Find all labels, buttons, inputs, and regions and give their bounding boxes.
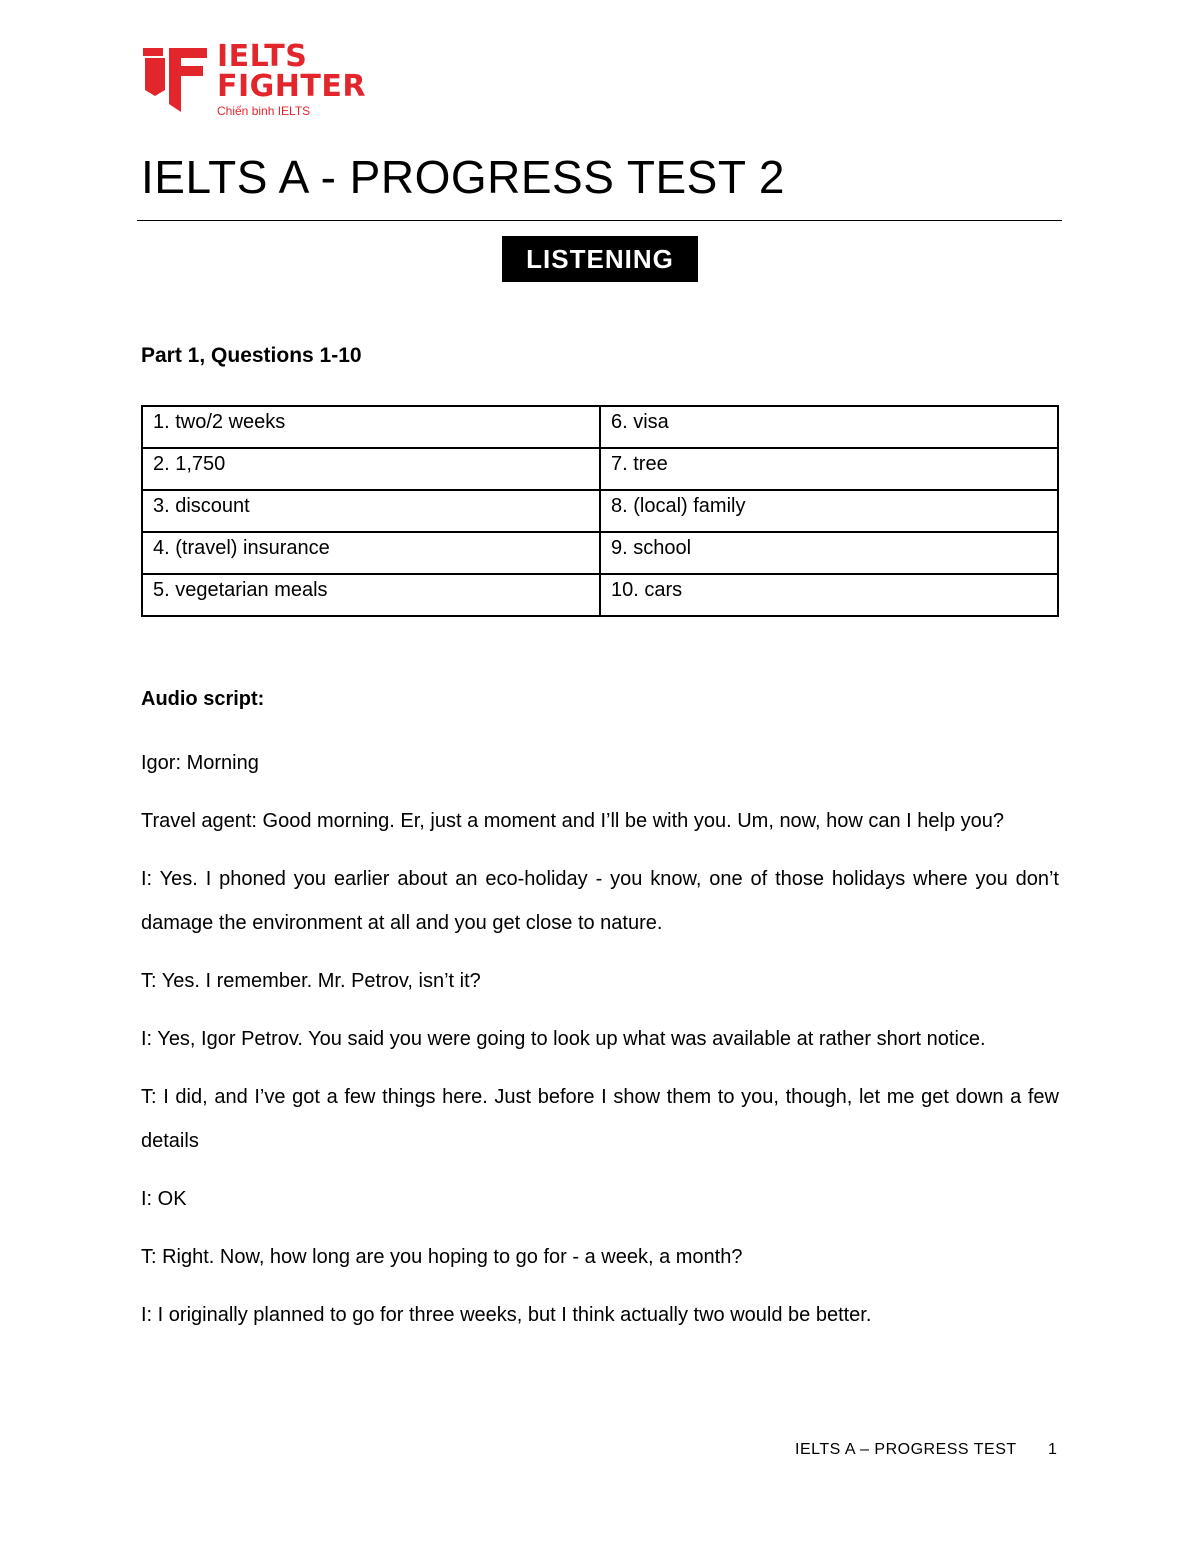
logo-wordmark-fighter: FIGHTER [217, 69, 366, 104]
audio-script [141, 741, 1059, 1351]
script-line: Travel agent: Good morning. Er, just a moment and I’ll be with you. Um, now, how can I help you? [141, 810, 1005, 832]
answer-cell: 8. (local) family [600, 490, 1058, 532]
section-badge: LISTENING [502, 236, 698, 282]
answer-table [141, 405, 1059, 617]
script-line: Igor: Morning [141, 752, 259, 774]
answer-cell: 5. vegetarian meals [142, 574, 600, 616]
answer-cell: 6. visa [600, 406, 1058, 448]
table-row [142, 574, 1058, 616]
script-line: I: I originally planned to go for three weeks, but I think actually two would be better. [141, 1304, 872, 1326]
script-line: I: Yes. I phoned you earlier about an eco-holiday - you know, one of those holidays where you don’t damage the environment at all and you get close to nature. [141, 868, 1059, 934]
audio-script-heading: Audio script: [141, 688, 265, 710]
table-row [142, 406, 1058, 448]
script-line: T: I did, and I’ve got a few things here. Just before I show them to you, though, let me get down a few details [141, 1086, 1059, 1152]
logo-wordmark-ielts: IELTS [217, 39, 308, 74]
part-heading: Part 1, Questions 1-10 [141, 344, 362, 367]
fighter-emblem-icon [143, 44, 209, 116]
table-row [142, 490, 1058, 532]
answer-cell: 10. cars [600, 574, 1058, 616]
answer-cell: 7. tree [600, 448, 1058, 490]
answer-cell: 2. 1,750 [142, 448, 600, 490]
page-number: 1 [1048, 1441, 1057, 1458]
script-line: T: Yes. I remember. Mr. Petrov, isn’t it? [141, 970, 481, 992]
page-title: IELTS A - PROGRESS TEST 2 [141, 151, 785, 203]
script-line: I: Yes, Igor Petrov. You said you were going to look up what was available at rather short notice. [141, 1028, 986, 1050]
title-divider [137, 220, 1062, 221]
footer-text: IELTS A – PROGRESS TEST [795, 1441, 1017, 1458]
table-row [142, 448, 1058, 490]
answer-cell: 4. (travel) insurance [142, 532, 600, 574]
script-line: T: Right. Now, how long are you hoping to go for - a week, a month? [141, 1246, 743, 1268]
script-line: I: OK [141, 1188, 187, 1210]
answer-cell: 1. two/2 weeks [142, 406, 600, 448]
logo [143, 39, 373, 122]
answer-cell: 3. discount [142, 490, 600, 532]
answer-cell: 9. school [600, 532, 1058, 574]
logo-tagline: Chiến binh IELTS [217, 104, 311, 118]
table-row [142, 532, 1058, 574]
